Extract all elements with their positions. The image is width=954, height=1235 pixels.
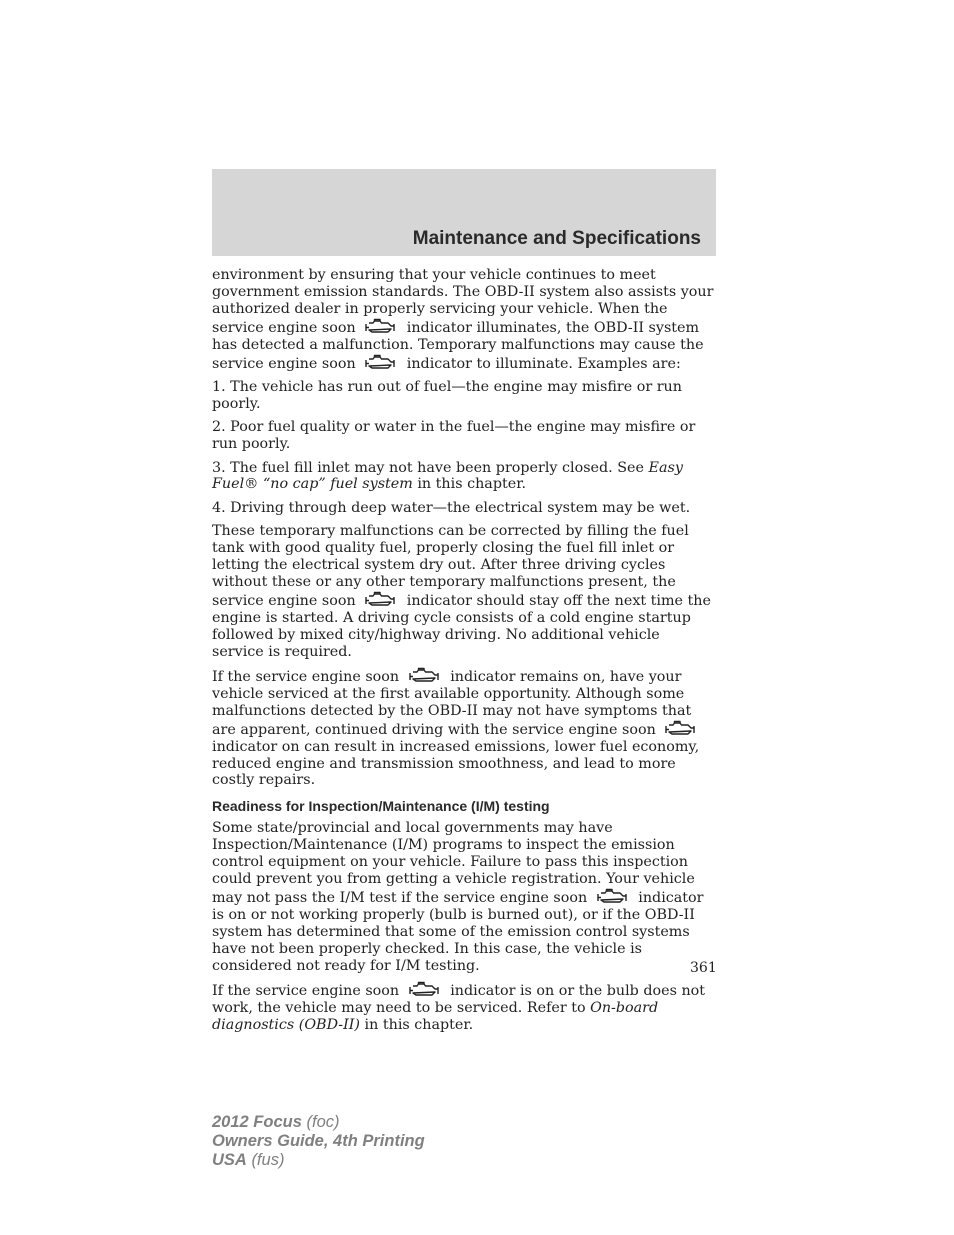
check-engine-icon	[364, 354, 396, 372]
list-item-2: 2. Poor fuel quality or water in the fuel—the engine may misfire or run poorly.	[212, 419, 696, 453]
cross-reference-easy-fuel: Easy Fuel® “no cap” fuel system	[212, 459, 683, 493]
footer-line-model: 2012 Focus (foc)	[212, 1113, 340, 1131]
cross-reference-obd: On-board diagnostics (OBD-II)	[212, 999, 659, 1033]
check-engine-icon	[364, 591, 396, 609]
paragraph-obd-intro: environment by ensuring that your vehicle continues to meet government emission standards. The OBD-II system also assists your authorized dealer in properly servicing your vehicle. When the service engine soon indicator illuminates, the OBD-II system has detected a malfunction. Temporary malfunctions may cause the service engine soon indicator to illuminate. Examples are:	[212, 267, 714, 372]
list-item-1: 1. The vehicle has run out of fuel—the engine may misfire or run poorly.	[212, 378, 682, 412]
list-item-3: 3. The fuel fill inlet may not have been properly closed. See Easy Fuel® “no cap” fuel system in this chapter.	[212, 459, 683, 493]
subheading-im-testing: Readiness for Inspection/Maintenance (I/M) testing	[212, 798, 550, 815]
footer-line-guide: Owners Guide, 4th Printing	[212, 1132, 425, 1150]
check-engine-icon	[664, 720, 696, 738]
document-footer	[212, 1113, 425, 1170]
check-engine-icon	[408, 667, 440, 685]
check-engine-icon	[596, 888, 628, 906]
page-number: 361	[690, 960, 717, 976]
paragraph-bulb-not-working: If the service engine soon indicator is on or the bulb does not work, the vehicle may need to be serviced. Refer to On-board diagnostics (OBD-II) in this chapter.	[212, 983, 706, 1033]
paragraph-im-programs: Some state/provincial and local governments may have Inspection/Maintenance (I/M) programs to inspect the emission control equipment on your vehicle. Failure to pass this inspection could prevent you from getting a vehicle registration. Your vehicle may not pass the I/M test if the service engine soon indicator is on or not working properly (bulb is burned out), or if the OBD-II system has determined that some of the emission control systems have not been properly checked. In this case, the vehicle is considered not ready for I/M testing.	[212, 820, 704, 974]
footer-line-region: USA (fus)	[212, 1151, 285, 1169]
section-title: Maintenance and Specifications	[412, 228, 701, 249]
paragraph-temporary-malfunctions: These temporary malfunctions can be corrected by filling the fuel tank with good quality fuel, properly closing the fuel fill inlet or letting the electrical system dry out. After three driving cycles without these or any other temporary malfunctions present, the service engine soon indicator should stay off the next time the engine is started. A driving cycle consists of a cold engine startup followed by mixed city/highway driving. No additional vehicle service is required.	[212, 523, 711, 660]
list-item-4: 4. Driving through deep water—the electrical system may be wet.	[212, 499, 691, 516]
check-engine-icon	[408, 981, 440, 999]
section-header-band	[212, 169, 716, 256]
page-content	[212, 267, 716, 1040]
check-engine-icon	[364, 318, 396, 336]
paragraph-indicator-remains-on: If the service engine soon indicator remains on, have your vehicle serviced at the first available opportunity. Although some malfunctions detected by the OBD-II may not have symptoms that are apparent, continued driving with the service engine soon indicator on can result in increased emissions, lower fuel economy, reduced engine and transmission smoothness, and lead to more costly repairs.	[212, 669, 700, 789]
